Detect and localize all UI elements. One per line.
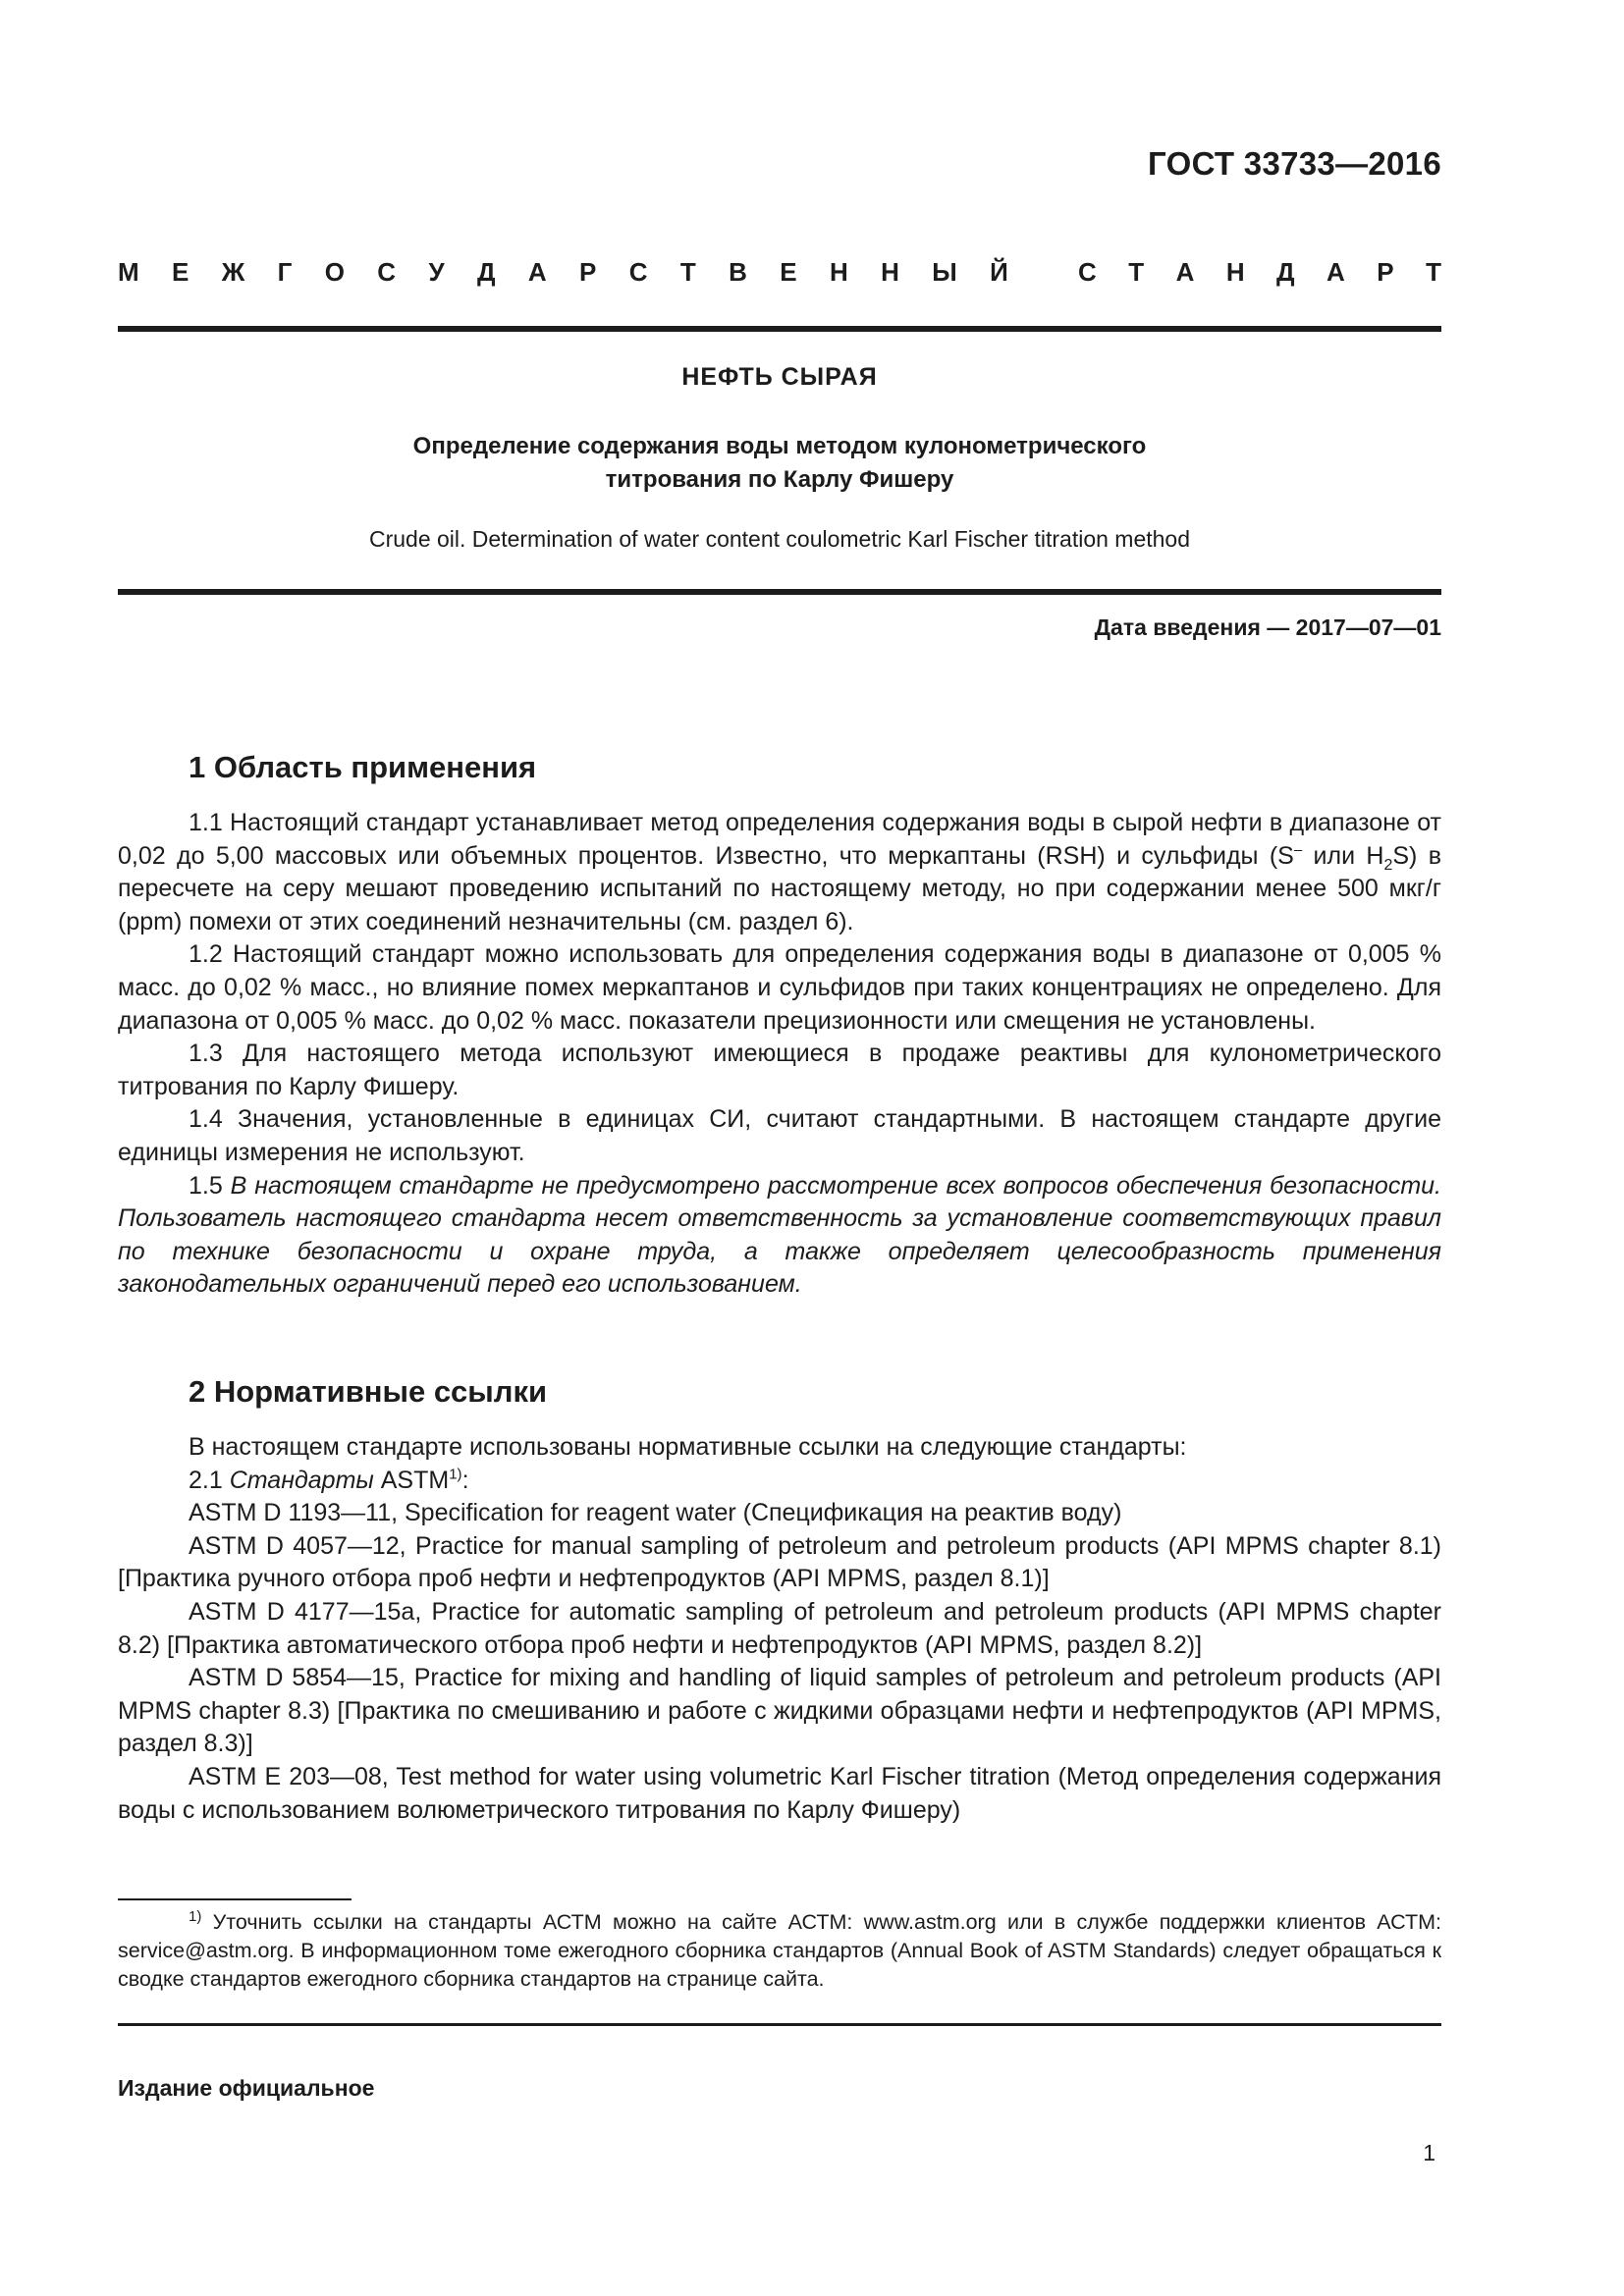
introduction-date: Дата введения — 2017—07—01 bbox=[1094, 614, 1441, 640]
document-subtitle bbox=[118, 430, 1441, 497]
banner-interstate-letter: Р bbox=[579, 257, 597, 287]
banner-interstate-letter: Г bbox=[277, 257, 293, 287]
paragraph-1-4: 1.4 Значения, установленные в единицах СИ, считают стандартными. В настоящем стандарте другие единицы измерения не используют. bbox=[118, 1105, 1441, 1166]
banner-interstate-letter: Е bbox=[172, 257, 189, 287]
banner-standard-letter: Т bbox=[1426, 257, 1441, 287]
banner-standard-letter: Р bbox=[1377, 257, 1394, 287]
document-page bbox=[118, 0, 1441, 2296]
banner-standard-letter: А bbox=[1175, 257, 1195, 287]
footnote-separator bbox=[118, 1898, 352, 1900]
banner-standard-letter: Т bbox=[1128, 257, 1145, 287]
banner-interstate-letter: Ы bbox=[932, 257, 957, 287]
banner-interstate-letter: Й bbox=[990, 257, 1008, 287]
banner-interstate-letter: Ж bbox=[221, 257, 245, 287]
banner-interstate-letter: С bbox=[628, 257, 648, 287]
banner-interstate-letter: Е bbox=[780, 257, 797, 287]
reference-astm-d1193: ASTM D 1193—11, Specification for reagent water (Спецификация на реактив воду) bbox=[189, 1499, 1122, 1527]
official-edition-label: Издание официальное bbox=[118, 2075, 375, 2101]
banner-interstate-letter: Н bbox=[829, 257, 848, 287]
banner-interstate-letter: В bbox=[729, 257, 747, 287]
banner-standard-letter: А bbox=[1326, 257, 1345, 287]
reference-astm-e203: ASTM E 203—08, Test method for water using volumetric Karl Fischer titration (Метод определения содержания воды с использованием волюметрического титрования по Карлу Фишеру) bbox=[118, 1762, 1441, 1824]
title-rule bbox=[118, 589, 1441, 595]
section-1-body bbox=[118, 807, 1441, 1302]
document-title-english: Crude oil. Determination of water content coulometric Karl Fischer titration method bbox=[368, 526, 1191, 552]
banner-standard-letter: С bbox=[1078, 257, 1097, 287]
paragraph-1-2: 1.2 Настоящий стандарт можно использовать для определения содержания воды в диапазоне от 0,005 % масс. до 0,02 % масс., но влияние помех меркаптанов и сульфидов при таких концентрациях не определено. Для диапазона от 0,005 % масс. до 0,02 % масс. показатели прецизионности или смещения не установлены. bbox=[118, 940, 1441, 1035]
bottom-rule bbox=[118, 2023, 1441, 2026]
reference-astm-d5854: ASTM D 5854—15, Practice for mixing and handling of liquid samples of petroleum and petroleum products (API MPMS chapter 8.3) [Практика по смешиванию и работе с жидкими образцами нефти и нефтепродуктов (API MPMS, раздел 8.3)] bbox=[118, 1664, 1441, 1758]
paragraph-1-5: 1.5 В настоящем стандарте не предусмотрено рассмотрение всех вопросов обеспечения безопасности. Пользователь настоящего стандарта несет ответственность за установление соответствующих правил по технике безопасности и охране труда, а также определяет целесообразность применения законодательных ограничений перед его использованием. bbox=[118, 1171, 1442, 1299]
banner-interstate-letter: М bbox=[118, 257, 139, 287]
document-title: НЕФТЬ СЫРАЯ bbox=[681, 363, 878, 391]
paragraph-1-1: 1.1 Настоящий стандарт устанавливает метод определения содержания воды в сырой нефти в диапазоне от 0,02 до 5,00 массовых или объемных процентов. Известно, что меркаптаны (RSH) и сульфиды (S– или $H_2S$) в пересчете на серу мешают проведению испытаний по настоящему методу, но при содержании менее 500 мкг/г (ppm) помехи от этих соединений незначительны (см. раздел 6). bbox=[118, 809, 1441, 935]
footnote-text: Уточнить ссылки на стандарты АСТМ можно на сайте АСТМ: www.astm.org или в службе поддержки клиентов АСТМ: service@astm.org. В информационном томе ежегодного сборника стандартов (Annual Book of ASTM Standards) следует обращаться к сводке стандартов ежегодного сборника стандартов на странице сайта. bbox=[118, 1910, 1441, 1991]
banner-interstate-letter: С bbox=[377, 257, 397, 287]
reference-astm-d4057: ASTM D 4057—12, Practice for manual sampling of petroleum and petroleum products (API MPMS chapter 8.1) [Практика ручного отбора проб нефти и нефтепродуктов (API MPMS, раздел 8.1)] bbox=[118, 1531, 1441, 1593]
section-2-body bbox=[118, 1431, 1441, 1827]
subtitle-line-2: титрования по Карлу Фишеру bbox=[605, 466, 954, 493]
banner-interstate-letter: О bbox=[324, 257, 345, 287]
banner-interstate-letter: Т bbox=[679, 257, 696, 287]
paragraph-2-1: 2.1 Стандарты ASTM$^{1)}$: bbox=[189, 1466, 469, 1494]
footnote-reference[interactable]: 1) bbox=[449, 1466, 462, 1483]
banner-word-standard bbox=[1078, 257, 1441, 288]
standard-number: ГОСТ 33733—2016 bbox=[1148, 145, 1441, 182]
banner-word-interstate bbox=[118, 257, 1008, 288]
banner-standard-letter: Н bbox=[1225, 257, 1245, 287]
top-rule bbox=[118, 326, 1441, 332]
subtitle-line-1: Определение содержания воды методом кулонометрического bbox=[412, 433, 1147, 459]
section-2-intro: В настоящем стандарте использованы нормативные ссылки на следующие стандарты: bbox=[189, 1433, 1187, 1461]
section-1-heading: 1 Область применения bbox=[189, 750, 537, 784]
reference-astm-d4177: ASTM D 4177—15a, Practice for automatic sampling of petroleum and petroleum products (API MPMS chapter 8.2) [Практика автоматического отбора проб нефти и нефтепродуктов (API MPMS, раздел 8.2)] bbox=[118, 1597, 1441, 1659]
footnote-marker: 1) bbox=[189, 1907, 202, 1925]
banner-interstate-letter: У bbox=[428, 257, 445, 287]
page-number: 1 bbox=[1423, 2140, 1435, 2165]
section-2-heading: 2 Нормативные ссылки bbox=[189, 1374, 548, 1409]
banner-interstate-letter: А bbox=[527, 257, 547, 287]
footnote bbox=[118, 1908, 1441, 1994]
interstate-standard-banner bbox=[118, 257, 1441, 288]
paragraph-1-3: 1.3 Для настоящего метода используют имеющиеся в продаже реактивы для кулонометрического титрования по Карлу Фишеру. bbox=[118, 1040, 1441, 1100]
banner-interstate-letter: Н bbox=[881, 257, 899, 287]
banner-standard-letter: Д bbox=[1276, 257, 1295, 287]
banner-interstate-letter: Д bbox=[476, 257, 496, 287]
